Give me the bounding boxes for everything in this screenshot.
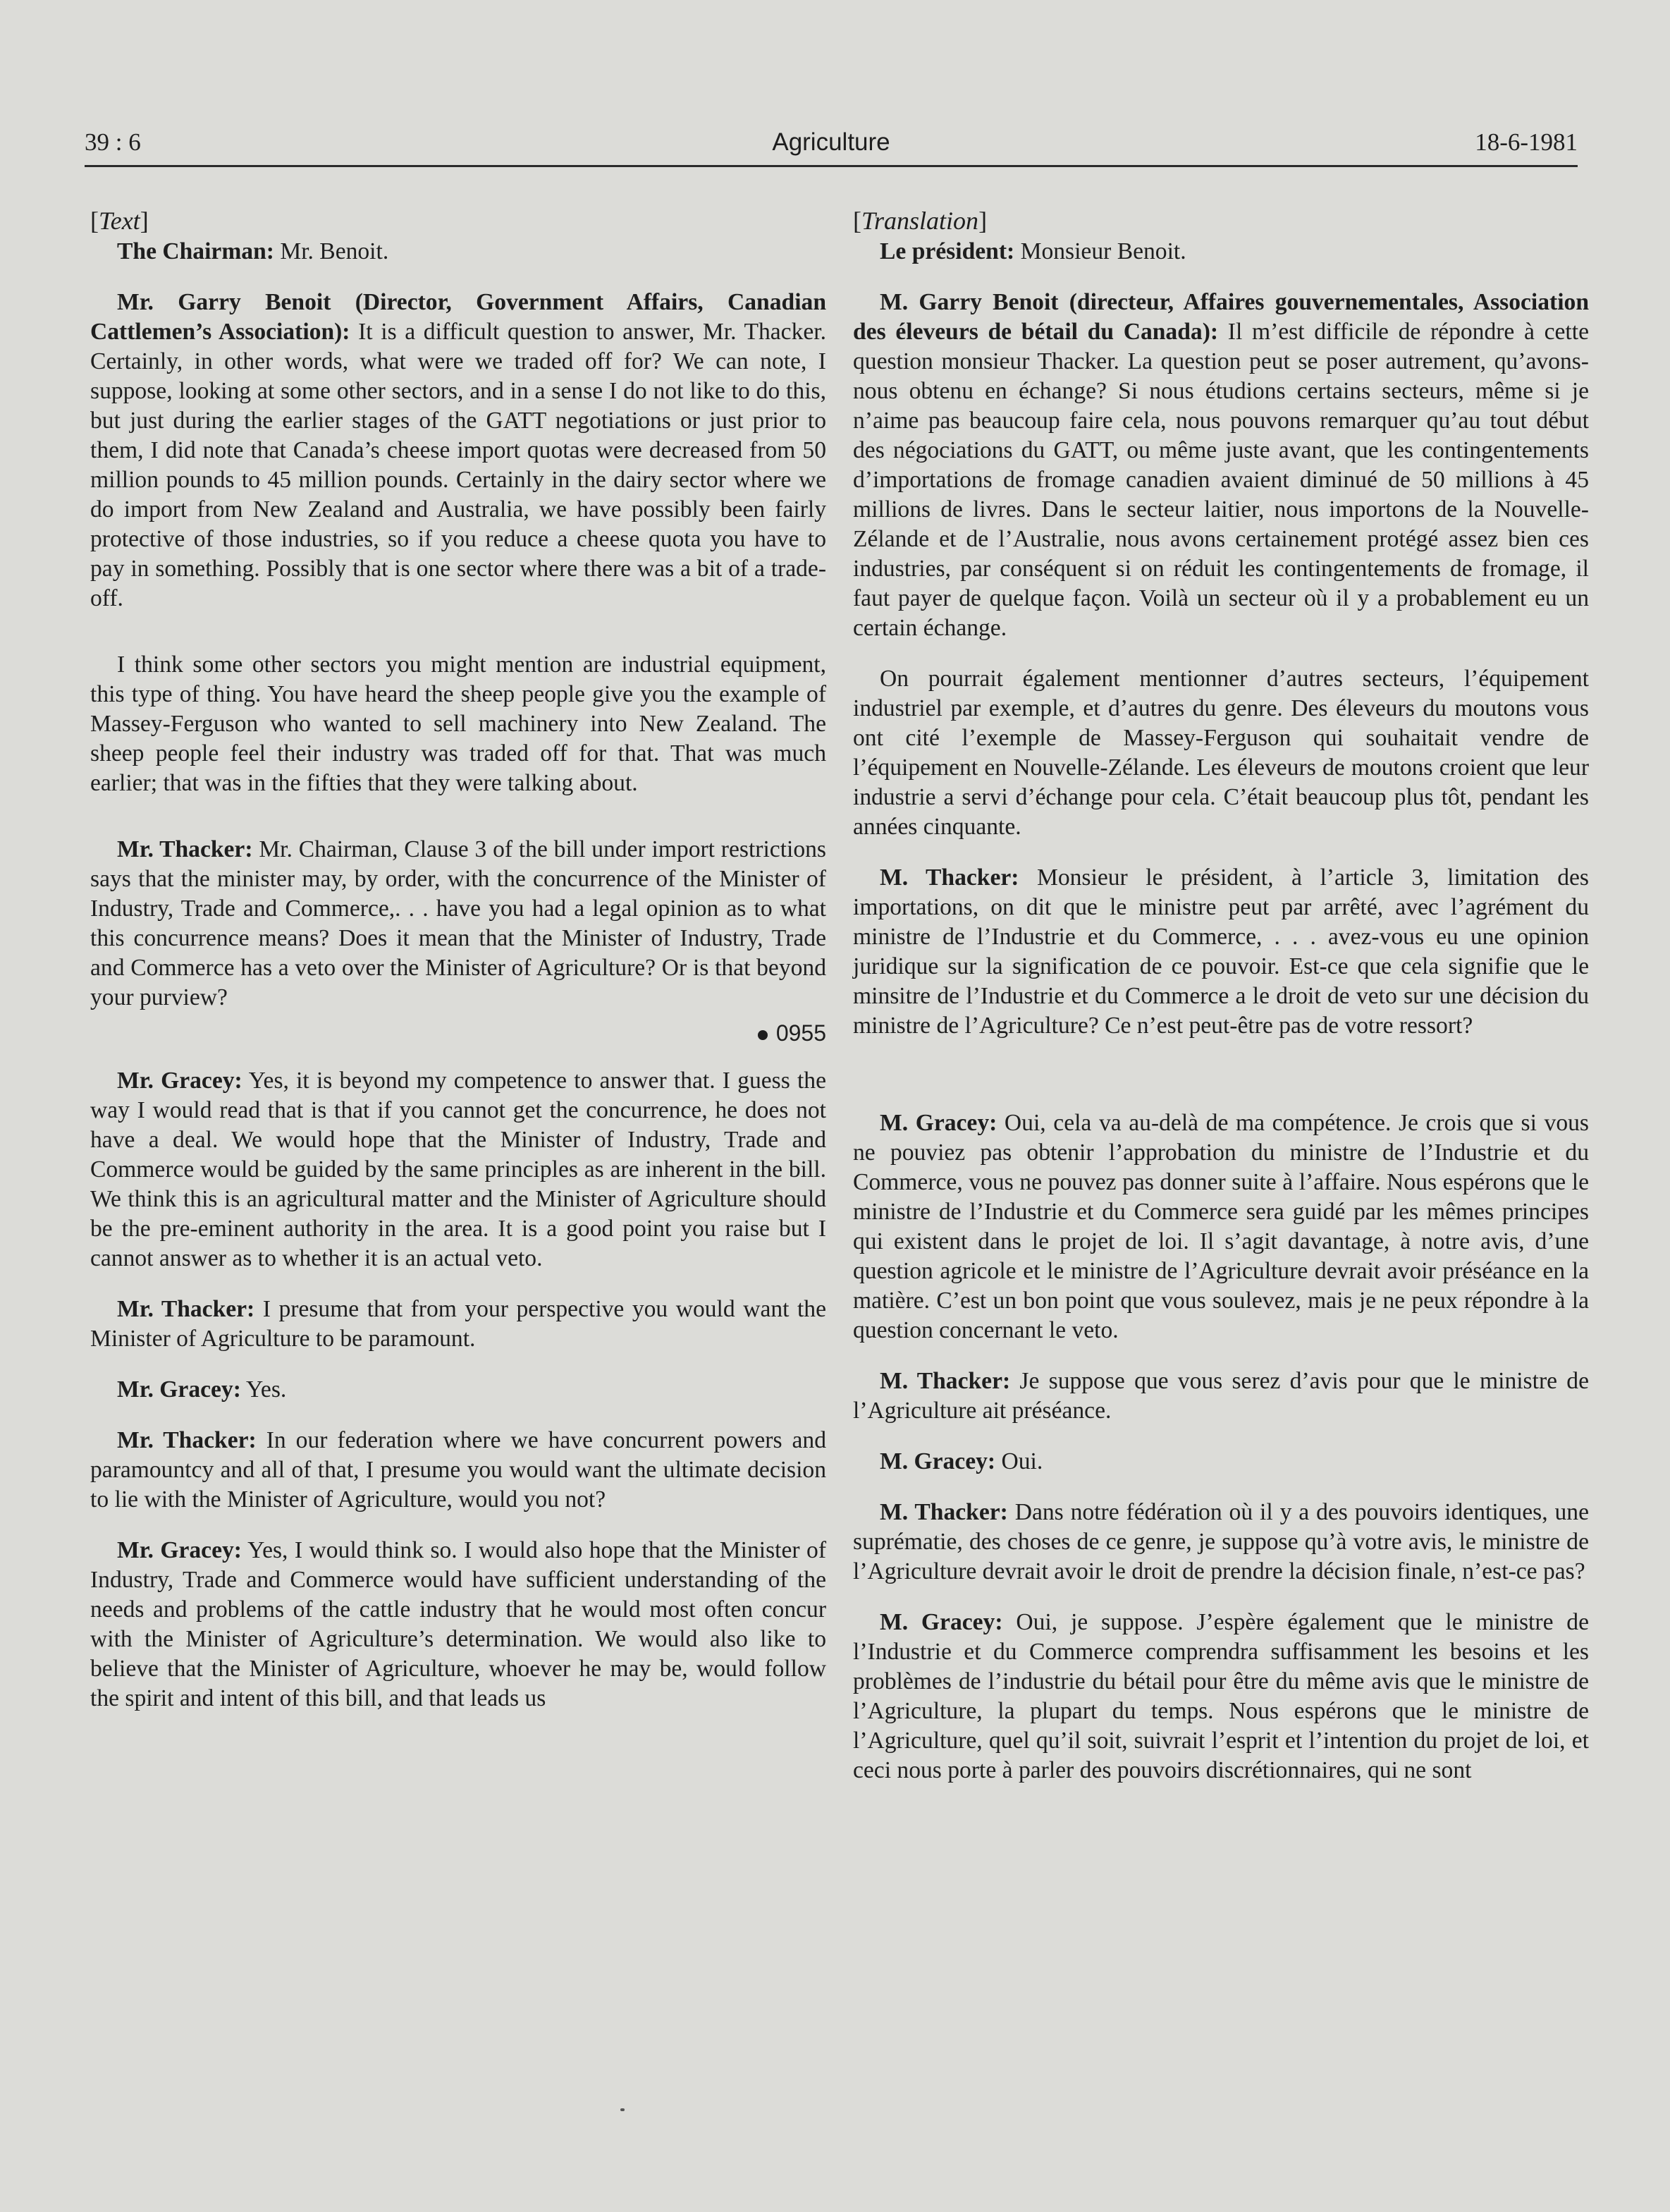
speaker-name: M. Gracey:	[880, 1609, 1003, 1635]
speaker-name: Le président:	[880, 238, 1015, 264]
speaker-name: Mr. Thacker:	[117, 1427, 257, 1453]
speaker-name: M. Thacker:	[880, 1368, 1011, 1394]
paragraph: Le président: Monsieur Benoit.	[880, 238, 1186, 264]
paragraph: M. Thacker: Dans notre fédération où il y a des pouvoirs identiques, une suprématie, des choses de ce genre, je suppose qu’à votre avis, le ministre de l’Agriculture devrait avoir le droit de prendre la décision finale, n’est-ce pas?	[853, 1499, 1589, 1584]
speaker-name: The Chairman:	[117, 238, 274, 264]
paragraph: On pourrait également mentionner d’autres secteurs, l’équipement industriel par exemple, et d’autres du genre. Des éleveurs du moutons vous ont cité l’exemple de Massey-Ferguson qui souhaitait vendre de l’équipement en Nouvelle-Zélande. Les éleveurs de moutons croient que leur industrie a servi d’échange pour cela. C’était beaucoup plus tôt, pendant les années cinquante.	[853, 666, 1589, 840]
paragraph: Mr. Thacker: In our federation where we have concurrent powers and paramountcy and all of that, I presume you would want the ultimate decision to lie with the Minister of Agriculture, would you not?	[90, 1427, 827, 1513]
header-date: 18-6-1981	[1475, 128, 1578, 156]
english-column	[90, 206, 826, 1713]
page-number: 39 : 6	[85, 128, 141, 156]
speaker-name: Mr. Gracey:	[117, 1376, 241, 1403]
speaker-name: M. Gracey:	[880, 1448, 996, 1474]
paragraph: The Chairman: Mr. Benoit.	[117, 238, 389, 264]
paper-speck	[620, 2108, 625, 2111]
paragraph: M. Garry Benoit (directeur, Affaires gouvernementales, Association des éleveurs de bétail du Canada): Il m’est difficile de répondre à cette question monsieur Thacker. La question peut se poser autrement, qu’avons-nous obtenu en échange? Si nous étudions certains secteurs, même si je n’aime pas beaucoup faire cela, nous pouvons remarquer qu’au tout début des négociations du GATT, ou même juste avant, que les contingentements d’importations de fromage canadien avaient diminué de 50 millions à 45 millions de livres. Dans le secteur laitier, nous importons de la Nouvelle-Zélande et de l’Australie, nous avons certainement protégé assez bien ces industries, par conséquent si on réduit les contingentements de fromage, il faut payer de quelque façon. Voilà un secteur où il y a probablement eu un certain échange.	[853, 289, 1589, 641]
french-column	[853, 206, 1589, 1785]
paragraph: M. Gracey: Oui.	[880, 1448, 1043, 1474]
speaker-name: M. Thacker:	[880, 1499, 1008, 1525]
language-tag: [Text]	[90, 207, 149, 235]
paragraph: Mr. Gracey: Yes, it is beyond my competence to answer that. I guess the way I would read that is that if you cannot get the concurrence, he does not have a deal. We would hope that the Minister of Industry, Trade and Commerce would be guided by the same principles as are inherent in the bill. We think this is an agricultural matter and the Minister of Agriculture should be the pre-eminent authority in the area. It is a good point you raise but I cannot answer as to whether it is an actual veto.	[90, 1068, 826, 1271]
paragraph: Mr. Thacker: I presume that from your perspective you would want the Minister of Agriculture to be paramount.	[90, 1296, 827, 1352]
paragraph: M. Gracey: Oui, je suppose. J’espère également que le ministre de l’Industrie et du Commerce comprendra suffisamment les besoins et les problèmes de l’industrie du bétail pour être du même avis que le ministre de l’Agriculture, la plupart du temps. Nous espérons que le ministre de l’Agriculture, quel qu’il soit, suivrait l’esprit et l’intention du projet de loi, et ceci nous porte à parler des pouvoirs discrétionnaires, qui ne sont	[853, 1609, 1589, 1783]
bullet-icon	[758, 1030, 768, 1040]
language-tag: [Translation]	[853, 207, 988, 235]
paragraph: M. Gracey: Oui, cela va au-delà de ma compétence. Je crois que si vous ne pouviez pas obtenir l’approbation du ministre de l’Industrie et du Commerce, vous ne pouvez pas donner suite à l’affaire. Nous espérons que le ministre de l’Industrie et du Commerce sera guidé par les mêmes principes qui existent dans le projet de loi. Il s’agit davantage, à notre avis, d’une question agricole et le ministre de l’Agriculture devrait avoir préséance en la matière. C’est un bon point que vous soulevez, mais je ne peux répondre à la question concernant le veto.	[853, 1110, 1589, 1343]
speaker-name: Mr. Garry Benoit (Director, Government Affairs, Canadian Cattlemen’s Association):	[90, 289, 826, 345]
running-title: Agriculture	[772, 128, 890, 156]
speaker-name: Mr. Thacker:	[117, 836, 253, 862]
paragraph: M. Thacker: Je suppose que vous serez d’avis pour que le ministre de l’Agriculture ait préséance.	[853, 1368, 1589, 1424]
paragraph: I think some other sectors you might mention are industrial equipment, this type of thing. You have heard the sheep people give you the example of Massey-Ferguson who wanted to sell machinery into New Zealand. The sheep people feel their industry was traded off for that. That was much earlier; that was in the fifties that they were talking about.	[90, 652, 826, 796]
paragraph: Mr. Gracey: Yes, I would think so. I would also hope that the Minister of Industry, Trade and Commerce would have sufficient understanding of the needs and problems of the cattle industry that he would most often concur with the Minister of Agriculture’s determination. We would also like to believe that the Minister of Agriculture, whoever he may be, would follow the spirit and intent of this bill, and that leads us	[90, 1537, 827, 1711]
speaker-name: Mr. Thacker:	[117, 1296, 255, 1322]
speaker-name: Mr. Gracey:	[117, 1068, 242, 1094]
speaker-name: M. Gracey:	[880, 1110, 997, 1136]
paragraph: M. Thacker: Monsieur le président, à l’article 3, limitation des importations, on dit que le ministre peut par arrêté, avec l’agrément du ministre de l’Industrie et du Commerce, . . . avez-vous eu une opinion juridique sur la signification de ce pouvoir. Est-ce que cela signifie que le minsitre de l’Industrie et du Commerce a le droit de veto sur une décision du ministre de l’Agriculture? Ce n’est peut-être pas de votre ressort?	[853, 864, 1589, 1039]
paragraph: Mr. Gracey: Yes.	[117, 1376, 287, 1403]
time-marker: 0955	[90, 1018, 826, 1048]
paragraph: Mr. Thacker: Mr. Chairman, Clause 3 of the bill under import restrictions says that the minister may, by order, with the concurrence of the Minister of Industry, Trade and Commerce,. . . have you had a legal opinion as to what this concurrence means? Does it mean that the Minister of Industry, Trade and Commerce has a veto over the Minister of Agriculture? Or is that beyond your purview?	[90, 836, 827, 1010]
header-rule	[85, 165, 1578, 167]
speaker-name: Mr. Gracey:	[117, 1537, 242, 1563]
paragraph: Mr. Garry Benoit (Director, Government Affairs, Canadian Cattlemen’s Association): It is a difficult question to answer, Mr. Thacker. Certainly, in other words, what were we traded off for? We can note, I suppose, looking at some other sectors, and in a sense I do not like to do this, but just during the earlier stages of the GATT negotiations or just prior to them, I did note that Canada’s cheese import quotas were decreased from 50 million pounds to 45 million pounds. Certainly in the dairy sector where we do import from New Zealand and Australia, we have possibly been fairly protective of those industries, so if you reduce a cheese quota you have to pay in something. Possibly that is one sector where there was a bit of a trade-off.	[90, 289, 826, 611]
speaker-name: M. Thacker:	[880, 864, 1019, 891]
speaker-name: M. Garry Benoit (directeur, Affaires gouvernementales, Association des éleveurs de bétail du Canada):	[853, 289, 1589, 345]
